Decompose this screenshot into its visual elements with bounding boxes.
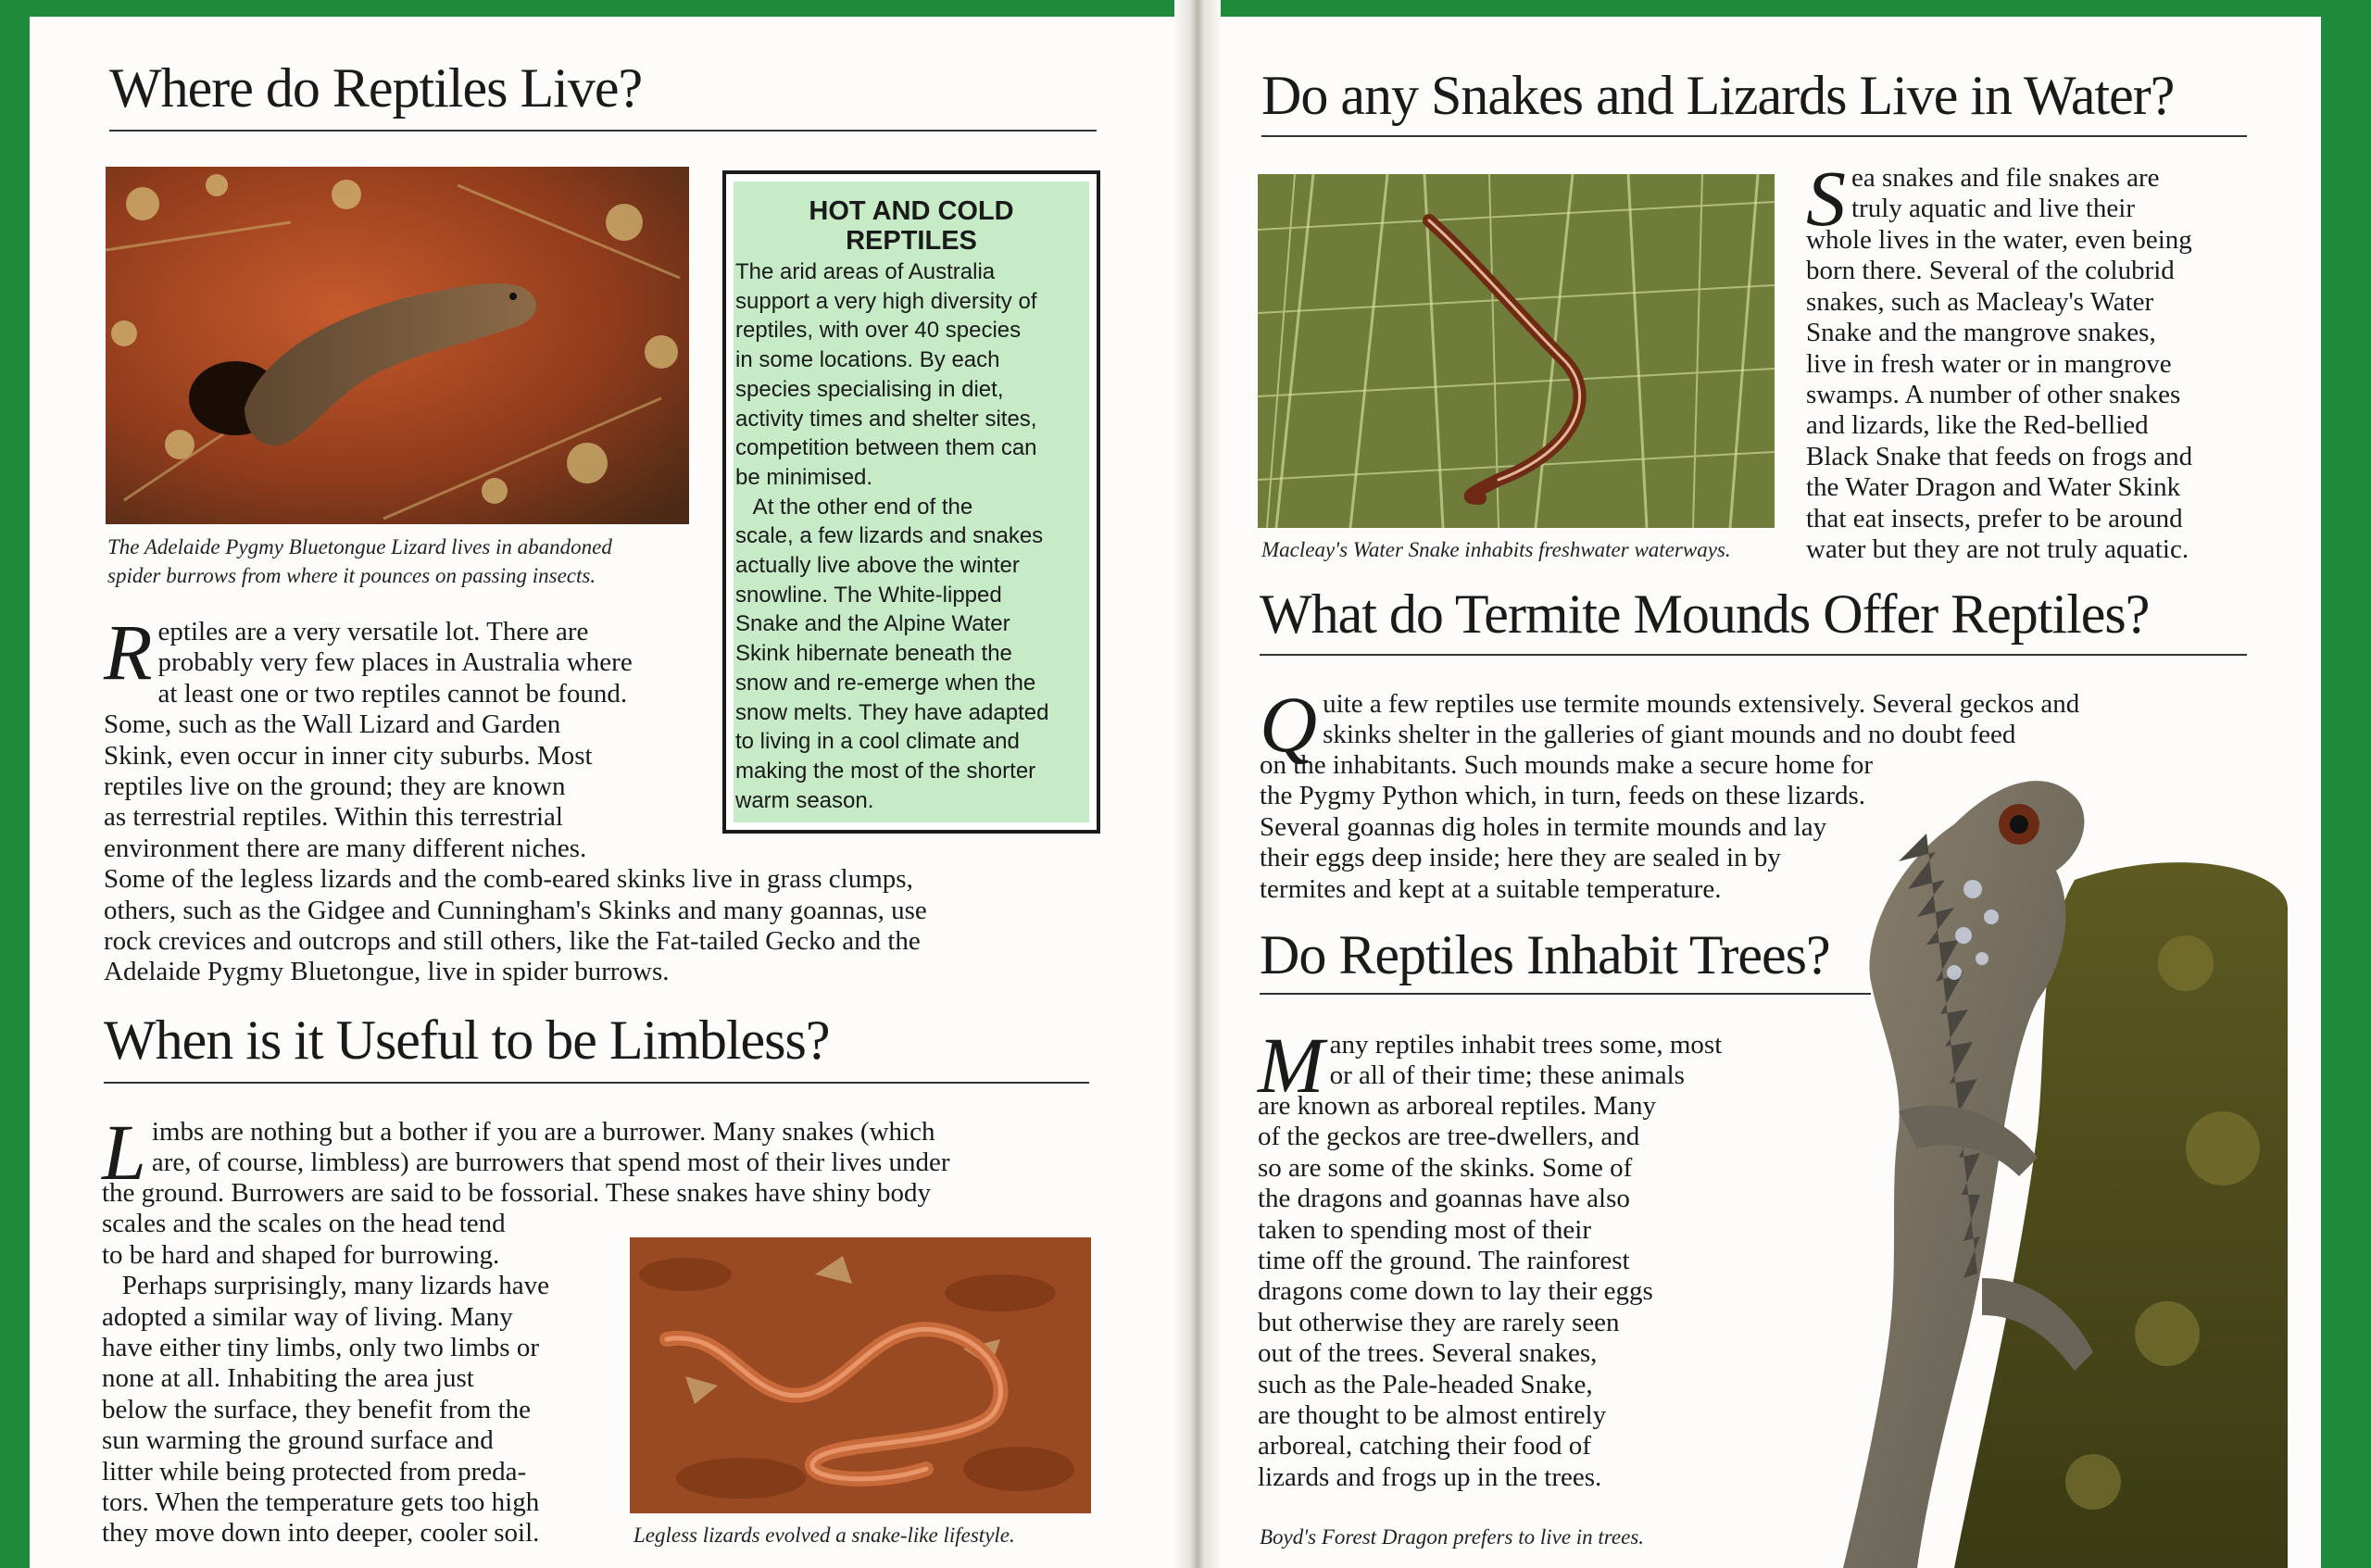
pygmy-bluetongue-illustration — [106, 167, 689, 524]
book-gutter — [1174, 0, 1221, 1568]
drop-cap-l: L — [102, 1108, 146, 1197]
sidebar-body: The arid areas of Australia support a very high diversity of reptiles, with over 40 species in some locations. By each species specialising in diet, activity times and shelter sites, competition between them can be minimised. At the other end of the scale, a few lizards and snakes actually live above the winter snowline. The White-lipped Snake and the Alpine Water Skink hibernate beneath the snow and re-emerge when the snow melts. They have adapted to living in a cool climate and making the most of the shorter warm season. — [735, 259, 1049, 813]
heading-reptiles-trees: Do Reptiles Inhabit Trees? — [1260, 924, 1830, 985]
photo-macleays-water-snake — [1258, 174, 1775, 528]
legless-lizard-illustration — [630, 1237, 1091, 1513]
paragraph-termite-continued: on the inhabitants. Such mounds make a secure home for the Pygmy Python which, in turn, feeds on these lizards. Several goannas dig holes in termite mounds and lay their eggs deep inside; here they are sealed in by termites and kept at a suitable temperature. — [1260, 750, 1874, 904]
paragraph-reptiles-versatile — [104, 608, 1123, 988]
sidebar-title: HOT AND COLD REPTILES — [809, 196, 1014, 256]
heading-termite-mounds: What do Termite Mounds Offer Reptiles? — [1260, 583, 2150, 645]
green-border-right — [2321, 0, 2371, 1568]
paragraph-text: eptiles are a very versatile lot. There are probably very few places in Australia where at least one or two reptiles cannot be found. Some, such as the Wall Lizard and Garden Skink, even occur in inner city suburbs. Most reptiles live on the ground; they are known as terrestrial reptiles. Within this terrestrial environment there are many different niches. Some of the legless lizards and the comb-eared skinks live in grass clumps, others, such as the Gidgee and Cunningham's Skinks and many goannas, use rock crevices and outcrops and still others, like the Fat-tailed Gecko and the Adelaide Pygmy Bluetongue, live in spider burrows. — [104, 617, 927, 987]
paragraph-reptiles-trees — [1258, 1021, 1776, 1110]
caption-legless-lizard: Legless lizards evolved a snake-like lifestyle. — [634, 1524, 1015, 1547]
heading-rule — [1260, 993, 1871, 995]
paragraph-sea-snakes — [1806, 154, 2288, 243]
heading-where-reptiles-live: Where do Reptiles Live? — [109, 57, 643, 119]
paragraph-termite-mounds — [1260, 680, 2278, 769]
heading-rule — [109, 130, 1097, 132]
heading-rule — [104, 1082, 1089, 1084]
drop-cap-s: S — [1806, 154, 1846, 243]
forest-dragon-illustration — [1741, 759, 2288, 1568]
paragraph-text: imbs are nothing but a bother if you are a burrower. Many snakes (which are, of course, limbless) are burrowers that spend most of their lives under — [151, 1117, 950, 1178]
caption-forest-dragon: Boyd's Forest Dragon prefers to live in trees. — [1260, 1525, 1645, 1549]
paragraph-text: any reptiles inhabit trees some, most or all of their time; these animals — [1329, 1030, 1723, 1091]
paragraph-sea-snakes-continued: whole lives in the water, even being born there. Several of the colubrid snakes, such as Macleay's Water Snake and the mangrove snakes, live in fresh water or in mangrove swamps. A number of other snakes and lizards, like the Red-bellied Black Snake that feeds on frogs and the Water Dragon and Water Skink that eat insects, prefer to be around water but they are not truly aquatic. — [1806, 225, 2193, 565]
drop-cap-r: R — [104, 608, 153, 696]
drop-cap-m: M — [1258, 1021, 1324, 1110]
caption-water-snake: Macleay's Water Snake inhabits freshwater waterways. — [1261, 538, 1731, 561]
green-border-left — [0, 0, 30, 1568]
paragraph-text: ea snakes and file snakes are truly aquatic and live their — [1851, 163, 2160, 224]
water-snake-illustration — [1258, 174, 1775, 528]
photo-legless-lizard — [630, 1237, 1091, 1513]
paragraph-trees-continued: are known as arboreal reptiles. Many of the geckos are tree-dwellers, and so are some of the skinks. Some of the dragons and goannas have also taken to spending most of their time off the ground. The rainforest dragons come down to lay their eggs but otherwise they are rarely seen out of the trees. Several snakes, such as the Pale-headed Snake, are thought to be almost entirely arboreal, catching their food of lizards and frogs up in the trees. — [1258, 1091, 1657, 1492]
drop-cap-q: Q — [1260, 680, 1318, 769]
heading-snakes-lizards-water: Do any Snakes and Lizards Live in Water? — [1261, 65, 2175, 126]
heading-rule — [1261, 135, 2247, 137]
photo-boyds-forest-dragon — [1741, 759, 2288, 1568]
heading-rule — [1260, 654, 2247, 656]
photo-pygmy-bluetongue — [106, 167, 689, 524]
heading-useful-limbless: When is it Useful to be Limbless? — [104, 1010, 830, 1071]
caption-pygmy-bluetongue: The Adelaide Pygmy Bluetongue Lizard lives in abandoned spider burrows from where it pounces on passing insects. — [107, 535, 612, 587]
paragraph-limbless-continued: the ground. Burrowers are said to be fossorial. These snakes have shiny body scales and the scales on the head tend to be hard and shaped for burrowing. Perhaps surprisingly, many lizards have adopted a similar way of living. Many have either tiny limbs, only two limbs or none at all. Inhabiting the area just below the surface, they benefit from the sun warming the ground surface and litter while being protected from preda- tors. When the temperature gets too high they move down into deeper, cooler soil. — [102, 1178, 932, 1549]
paragraph-limbless — [102, 1108, 1121, 1197]
paragraph-text: uite a few reptiles use termite mounds extensively. Several geckos and skinks shelter in the galleries of giant mounds and no doubt feed — [1323, 689, 2080, 750]
